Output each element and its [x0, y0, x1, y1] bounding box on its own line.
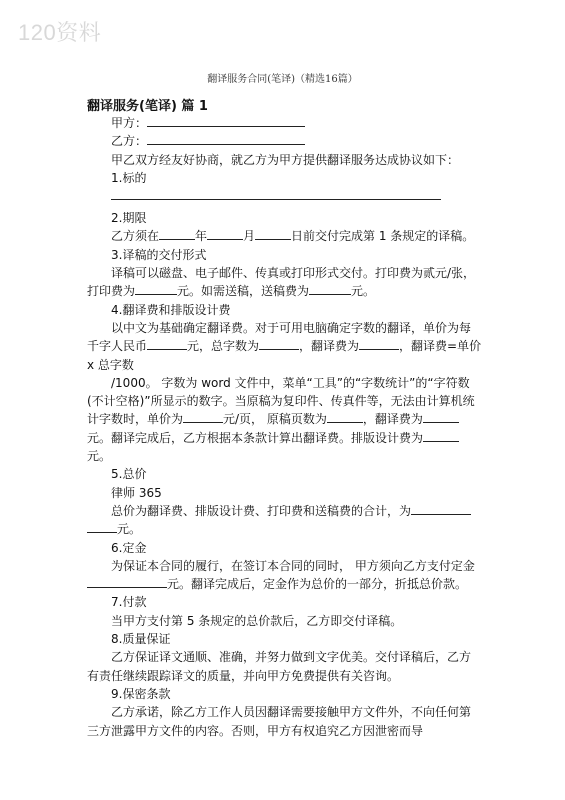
- party-b-line: [87, 132, 482, 150]
- clause-8-text: 乙方保证译文通顺、准确，并努力做到文字优美。交付译稿后，乙方有责任继续跟踪译文的质量，并向甲方免费提供有关咨询。: [87, 650, 472, 683]
- clause-5-text: 总价为翻译费、排版设计费、打印费和送稿费的合计，为元。: [87, 502, 482, 539]
- clause-2-text: 乙方须在 年 月 日前交付完成第 1 条规定的译稿。: [111, 229, 475, 244]
- clause-3-heading: 3.译稿的交付形式: [111, 247, 207, 262]
- clause-5-lawyer-note: 律师 365: [111, 485, 162, 500]
- clause-8-heading: 8.质量保证: [111, 632, 171, 647]
- section-heading: 翻译服务(笔译) 篇 1: [87, 99, 208, 114]
- clause-7-heading: 7.付款: [111, 595, 147, 610]
- clause-7-text: 当甲方支付第 5 条规定的总价款后，乙方即交付译稿。: [111, 613, 403, 628]
- contract-body: [87, 114, 482, 740]
- clause-2-heading: 2.期限: [111, 211, 147, 226]
- party-b-label: 乙方：: [111, 134, 148, 149]
- intro-paragraph: 甲乙双方经友好协商，就乙方为甲方提供翻译服务达成协议如下：: [111, 152, 460, 167]
- clause-9-text: 乙方承诺，除乙方工作人员因翻译需要接触甲方文件外，不向任何第三方泄露甲方文件的内容。否则，甲方有权追究乙方因泄密而导: [87, 705, 472, 738]
- clause-5-heading: 5.总价: [111, 467, 147, 482]
- clause-3-text: 译稿可以磁盘、电子邮件、传真或打印形式交付。打印费为贰元/张，打印费为 元。如需送稿，送稿费为 元。: [87, 266, 476, 299]
- document-title: 翻译服务合同(笔译)（精选16篇）: [207, 74, 358, 85]
- party-a-line: [87, 114, 482, 132]
- party-b-blank: [147, 132, 305, 145]
- clause-4-text: 以中文为基础确定翻译费。对于可用电脑确定字数的翻译，单价为每千字人民币 元，总字数为 ，翻译费为 ，翻译费=单价 x 总字数: [87, 320, 482, 372]
- clause-1-blank-line: [87, 187, 482, 209]
- party-a-label: 甲方：: [111, 116, 148, 130]
- clause-6-heading: 6.定金: [111, 540, 147, 555]
- clause-4-text-continued: /1000。 字数为 word 文件中，菜单“工具”的“字数统计”的“字符数(不计空格)”所显示的数字。当原稿为复印件、传真件等，无法由计算机统计字数时，单价为 元/页， 原稿页数为 ，翻译费为元。翻译完成后，乙方根据本条款计算出翻译费。排版设计费为元。: [87, 375, 475, 464]
- watermark: 120资料: [18, 20, 102, 45]
- clause-6-text: 为保证本合同的履行，在签订本合同的同时， 甲方须向乙方支付定金元。翻译完成后，定金作为总价的一部分，折抵总价款。: [87, 557, 482, 594]
- party-a-blank: [147, 114, 305, 127]
- clause-4-heading: 4.翻译费和排版设计费: [111, 302, 231, 317]
- subject-blank: [111, 187, 441, 200]
- clause-1-heading: 1.标的: [111, 170, 147, 185]
- clause-9-heading: 9.保密条款: [111, 686, 171, 701]
